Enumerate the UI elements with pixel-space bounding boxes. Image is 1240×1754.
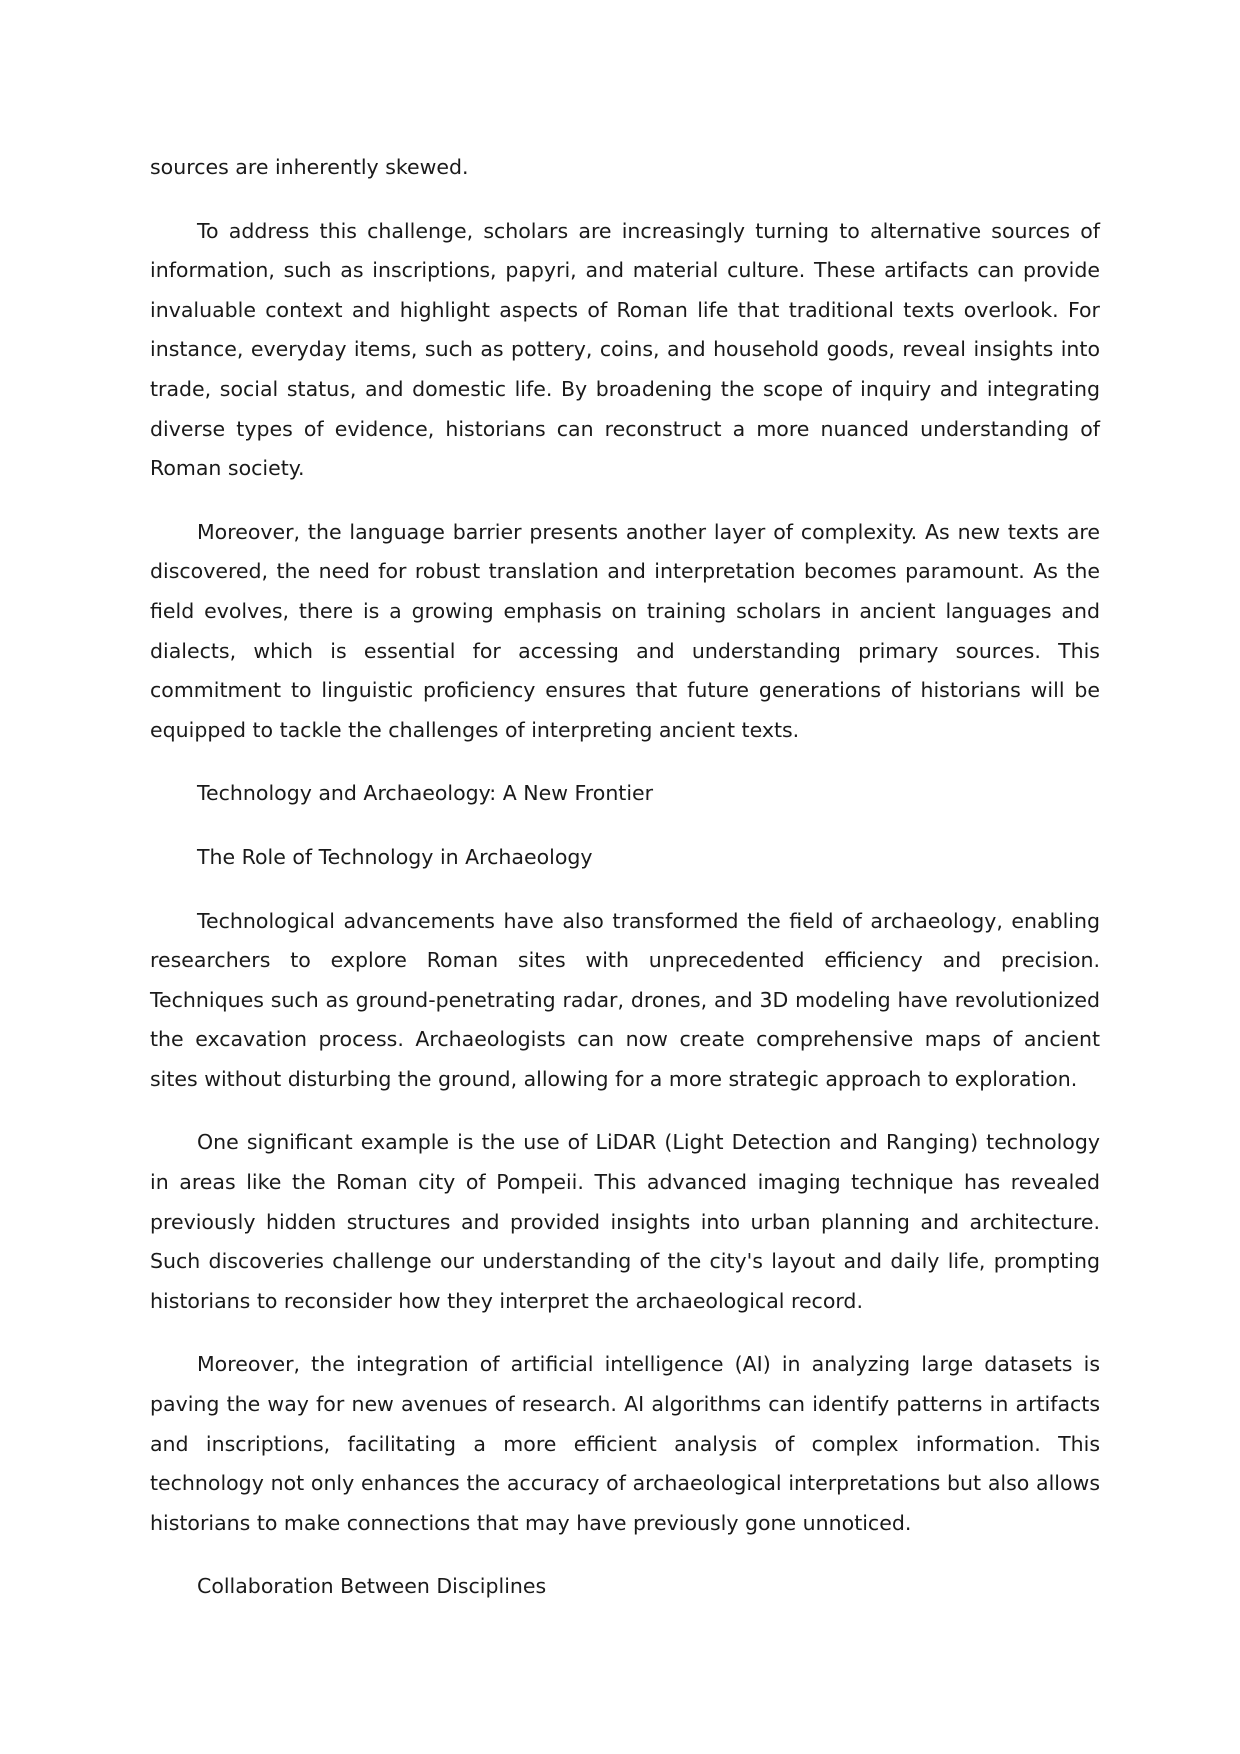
section-heading-technology-archaeology: Technology and Archaeology: A New Frontier <box>197 781 654 806</box>
paragraph-continuation: sources are inherently skewed. <box>150 155 469 179</box>
paragraph-alternative-sources: To address this challenge, scholars are increasingly turning to alternative sources of information, such as inscriptions, papyri, and material culture. These artifacts can provide invaluable context and highlight aspects of Roman life that traditional texts overlook. For instance, everyday items, such as pottery, coins, and household goods, reveal insights into trade, social status, and domestic life. By broadening the scope of inquiry and integrating diverse types of evidence, historians can reconstruct a more nuanced understanding of Roman society. <box>150 218 1100 481</box>
subsection-heading-collaboration: Collaboration Between Disciplines <box>197 1574 547 1599</box>
paragraph-language-barrier: Moreover, the language barrier presents another layer of complexity. As new texts are discovered, the need for robust translation and interpretation becomes paramount. As the field evolves, there is a growing emphasis on training scholars in ancient languages and dialects, which is essential for accessing and understanding primary sources. This commitment to linguistic proficiency ensures that future generations of historians will be equipped to tackle the challenges of interpreting ancient texts. <box>150 519 1100 742</box>
document-page <box>150 148 1100 1631</box>
paragraph-artificial-intelligence: Moreover, the integration of artificial intelligence (AI) in analyzing large datasets is paving the way for new avenues of research. AI algorithms can identify patterns in artifacts and inscriptions, facilitating a more efficient analysis of complex information. This technology not only enhances the accuracy of archaeological interpretations but also allows historians to make connections that may have previously gone unnoticed. <box>150 1352 1100 1535</box>
paragraph-technological-advancements: Technological advancements have also transformed the field of archaeology, enabling researchers to explore Roman sites with unprecedented efficiency and precision. Techniques such as ground-penetrating radar, drones, and 3D modeling have revolutionized the excavation process. Archaeologists can now create comprehensive maps of ancient sites without disturbing the ground, allowing for a more strategic approach to exploration. <box>150 908 1100 1091</box>
subsection-heading-role-of-technology: The Role of Technology in Archaeology <box>197 844 593 869</box>
paragraph-lidar-example: One significant example is the use of LiDAR (Light Detection and Ranging) technology in areas like the Roman city of Pompeii. This advanced imaging technique has revealed previously hidden structures and provided insights into urban planning and architecture. Such discoveries challenge our understanding of the city's layout and daily life, prompting historians to reconsider how they interpret the archaeological record. <box>150 1130 1100 1313</box>
